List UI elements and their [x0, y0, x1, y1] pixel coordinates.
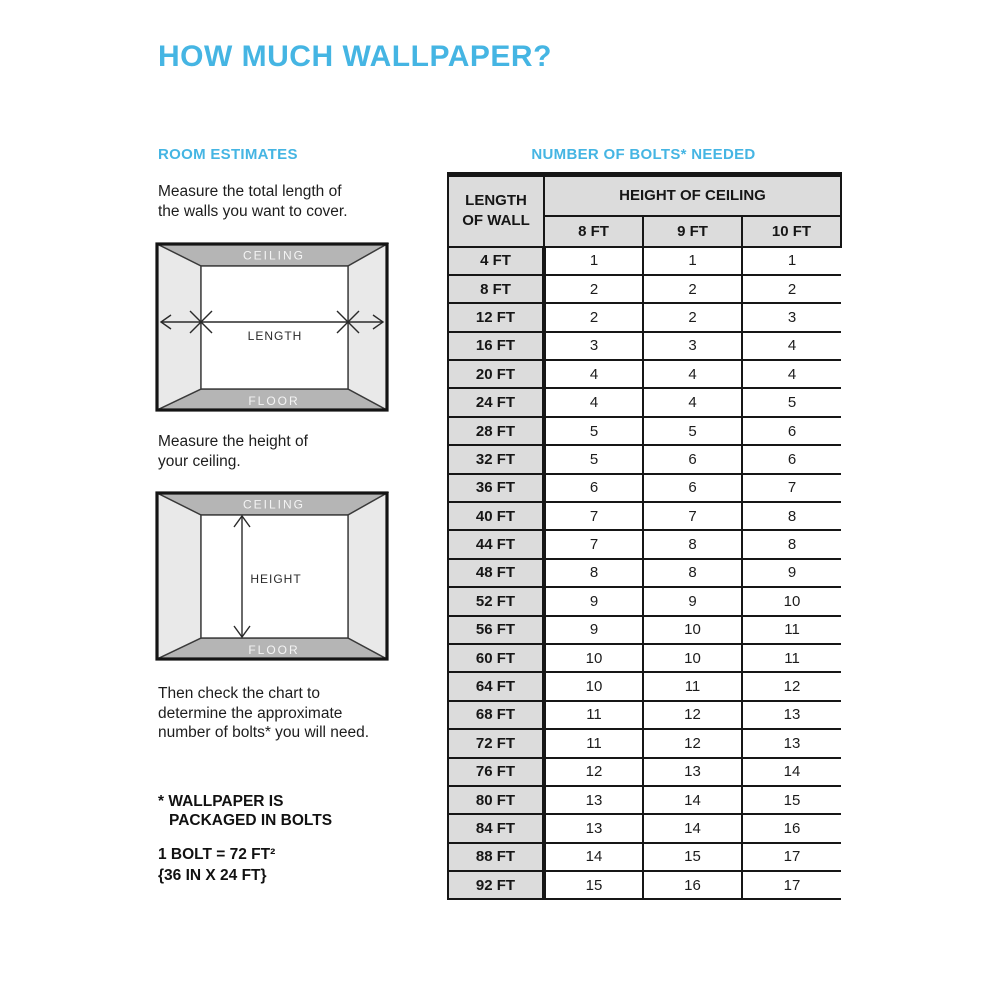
bolt-count-cell: 15 [544, 871, 643, 899]
room-height-diagram [155, 491, 389, 661]
column-header-10ft: 10 FT [742, 216, 841, 247]
wall-length-cell: 32 FT [448, 445, 544, 473]
bolt-count-cell: 4 [544, 360, 643, 388]
wall-length-cell: 56 FT [448, 616, 544, 644]
bolt-count-cell: 13 [643, 758, 742, 786]
bolts-table-container [447, 172, 842, 900]
bolt-count-cell: 5 [643, 417, 742, 445]
floor-label: FLOOR [248, 643, 300, 657]
bolt-count-cell: 3 [742, 303, 841, 331]
table-row [448, 474, 841, 502]
length-label: LENGTH [247, 329, 303, 343]
wall-length-cell: 28 FT [448, 417, 544, 445]
bolt-count-cell: 12 [742, 672, 841, 700]
bolt-count-cell: 17 [742, 843, 841, 871]
bolt-count-cell: 16 [643, 871, 742, 899]
bolt-count-cell: 15 [643, 843, 742, 871]
table-row [448, 701, 841, 729]
bolt-size-info [158, 845, 275, 886]
bolt-count-cell: 9 [544, 616, 643, 644]
wall-length-cell: 92 FT [448, 871, 544, 899]
bolt-count-cell: 11 [742, 616, 841, 644]
bolt-count-cell: 13 [544, 786, 643, 814]
room-estimates-heading: ROOM ESTIMATES [158, 146, 298, 163]
wall-length-cell: 64 FT [448, 672, 544, 700]
wall-length-cell: 16 FT [448, 332, 544, 360]
bolt-count-cell: 15 [742, 786, 841, 814]
bolts-needed-heading: NUMBER OF BOLTS* NEEDED [531, 146, 756, 163]
bolt-count-cell: 10 [544, 672, 643, 700]
bolt-count-cell: 10 [643, 616, 742, 644]
bolt-count-cell: 6 [544, 474, 643, 502]
step2-line2: your ceiling. [158, 452, 241, 470]
step3-instruction [158, 684, 369, 743]
bolt-count-cell: 17 [742, 871, 841, 899]
table-row [448, 417, 841, 445]
bolt-count-cell: 12 [643, 729, 742, 757]
column-header-9ft: 9 FT [643, 216, 742, 247]
table-row [448, 758, 841, 786]
bolt-count-cell: 7 [544, 502, 643, 530]
length-of-wall-line2: OF WALL [462, 212, 530, 230]
wall-length-cell: 84 FT [448, 814, 544, 842]
table-row [448, 360, 841, 388]
bolt-count-cell: 3 [643, 332, 742, 360]
bolt-count-cell: 8 [643, 530, 742, 558]
bolts-footnote [158, 792, 332, 830]
bolt-count-cell: 6 [742, 417, 841, 445]
ceiling-label: CEILING [242, 248, 306, 263]
table-row [448, 559, 841, 587]
height-of-ceiling-header: HEIGHT OF CEILING [544, 175, 841, 216]
wall-length-cell: 80 FT [448, 786, 544, 814]
length-of-wall-header [448, 175, 544, 247]
bolt-count-cell: 10 [742, 587, 841, 615]
wall-length-cell: 12 FT [448, 303, 544, 331]
bolt-count-cell: 6 [742, 445, 841, 473]
bolt-count-cell: 4 [643, 388, 742, 416]
bolt-dimensions: {36 IN X 24 FT} [158, 866, 267, 884]
wall-length-cell: 52 FT [448, 587, 544, 615]
back-wall-surface [201, 266, 348, 389]
bolt-count-cell: 12 [544, 758, 643, 786]
bolt-count-cell: 10 [544, 644, 643, 672]
bolts-table-header [448, 175, 841, 247]
bolt-count-cell: 14 [643, 814, 742, 842]
table-row [448, 814, 841, 842]
bolt-count-cell: 2 [643, 303, 742, 331]
bolt-count-cell: 7 [742, 474, 841, 502]
bolt-count-cell: 9 [742, 559, 841, 587]
bolt-count-cell: 13 [544, 814, 643, 842]
bolt-count-cell: 14 [742, 758, 841, 786]
wall-length-cell: 20 FT [448, 360, 544, 388]
bolt-count-cell: 6 [643, 445, 742, 473]
bolt-count-cell: 5 [742, 388, 841, 416]
ceiling-label: CEILING [242, 497, 306, 512]
table-row [448, 303, 841, 331]
bolt-count-cell: 8 [742, 530, 841, 558]
right-wall-surface [348, 493, 387, 659]
wall-length-cell: 88 FT [448, 843, 544, 871]
footnote-line2: PACKAGED IN BOLTS [169, 812, 333, 829]
bolt-count-cell: 8 [544, 559, 643, 587]
bolts-table-body [448, 247, 841, 900]
step3-line1: Then check the chart to [158, 685, 320, 702]
height-label: HEIGHT [250, 572, 302, 586]
page-title: HOW MUCH WALLPAPER? [158, 40, 552, 73]
table-row [448, 729, 841, 757]
wall-length-cell: 36 FT [448, 474, 544, 502]
bolt-count-cell: 5 [544, 417, 643, 445]
bolt-count-cell: 12 [643, 701, 742, 729]
table-row [448, 786, 841, 814]
bolt-count-cell: 8 [742, 502, 841, 530]
step3-line2: determine the approximate [158, 704, 343, 722]
bolt-count-cell: 4 [643, 360, 742, 388]
bolt-count-cell: 9 [643, 587, 742, 615]
bolt-count-cell: 4 [742, 360, 841, 388]
table-row [448, 843, 841, 871]
bolts-table [447, 172, 842, 900]
floor-label: FLOOR [248, 394, 300, 408]
bolt-count-cell: 11 [742, 644, 841, 672]
column-header-8ft: 8 FT [544, 216, 643, 247]
table-row [448, 445, 841, 473]
wall-length-cell: 48 FT [448, 559, 544, 587]
bolt-count-cell: 4 [742, 332, 841, 360]
step1-line1: Measure the total length of [158, 183, 342, 200]
bolt-count-cell: 1 [643, 247, 742, 275]
room-length-diagram [155, 242, 389, 412]
bolt-count-cell: 9 [544, 587, 643, 615]
bolt-count-cell: 2 [742, 275, 841, 303]
bolt-count-cell: 13 [742, 729, 841, 757]
step1-line2: the walls you want to cover. [158, 202, 348, 220]
bolt-count-cell: 2 [544, 303, 643, 331]
step1-instruction [158, 182, 348, 221]
wall-length-cell: 76 FT [448, 758, 544, 786]
bolt-count-cell: 14 [544, 843, 643, 871]
left-wall-surface [157, 493, 201, 659]
wall-length-cell: 40 FT [448, 502, 544, 530]
bolt-count-cell: 11 [544, 701, 643, 729]
table-row [448, 871, 841, 899]
table-row [448, 332, 841, 360]
table-row [448, 672, 841, 700]
table-row [448, 502, 841, 530]
bolt-count-cell: 8 [643, 559, 742, 587]
table-row [448, 644, 841, 672]
bolt-count-cell: 7 [643, 502, 742, 530]
wall-length-cell: 4 FT [448, 247, 544, 275]
bolt-count-cell: 14 [643, 786, 742, 814]
bolt-count-cell: 4 [544, 388, 643, 416]
length-of-wall-line1: LENGTH [465, 192, 527, 210]
step3-line3: number of bolts* you will need. [158, 724, 370, 741]
left-wall-surface [157, 244, 201, 410]
bolt-count-cell: 10 [643, 644, 742, 672]
bolt-count-cell: 5 [544, 445, 643, 473]
bolt-count-cell: 11 [544, 729, 643, 757]
footnote-line1: * WALLPAPER IS [158, 793, 284, 810]
table-row [448, 530, 841, 558]
bolt-count-cell: 1 [742, 247, 841, 275]
step2-line1: Measure the height of [158, 433, 308, 450]
bolt-count-cell: 1 [544, 247, 643, 275]
bolt-count-cell: 16 [742, 814, 841, 842]
wall-length-cell: 8 FT [448, 275, 544, 303]
bolt-count-cell: 2 [643, 275, 742, 303]
table-row [448, 388, 841, 416]
bolt-count-cell: 11 [643, 672, 742, 700]
table-row [448, 616, 841, 644]
bolt-count-cell: 7 [544, 530, 643, 558]
step2-instruction [158, 432, 308, 471]
bolt-count-cell: 13 [742, 701, 841, 729]
table-row [448, 247, 841, 275]
wall-length-cell: 72 FT [448, 729, 544, 757]
bolt-count-cell: 3 [544, 332, 643, 360]
wall-length-cell: 68 FT [448, 701, 544, 729]
wall-length-cell: 24 FT [448, 388, 544, 416]
wall-length-cell: 60 FT [448, 644, 544, 672]
bolt-equation: 1 BOLT = 72 FT² [158, 846, 276, 863]
bolt-count-cell: 2 [544, 275, 643, 303]
table-row [448, 275, 841, 303]
wall-length-cell: 44 FT [448, 530, 544, 558]
bolt-count-cell: 6 [643, 474, 742, 502]
table-row [448, 587, 841, 615]
